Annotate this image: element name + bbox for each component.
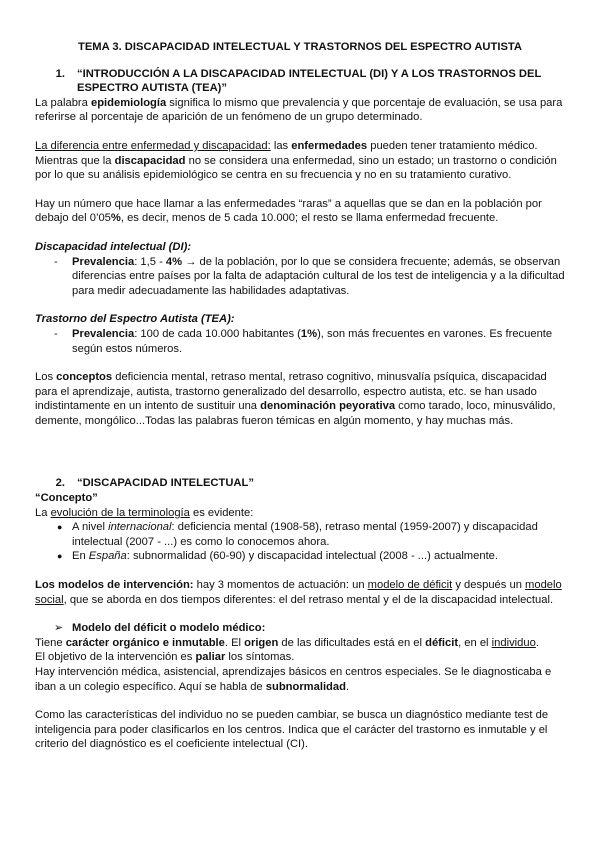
- modelo-deficit-heading: ➢ Modelo del déficit o modelo médico:: [35, 621, 565, 636]
- arrow-bullet-icon: ➢: [54, 622, 64, 635]
- concepto-heading: “Concepto”: [35, 492, 98, 505]
- paragraph-enfermedades-raras: Hay un número que hace llamar a las enfermedades “raras” a aquellas que se dan en la población por debajo del 0’05%, es decir, menos de 5 cada 10.000; el resto se llama enfermedad frecuente.: [35, 197, 542, 225]
- paragraph-enfermedad-discapacidad: La diferencia entre enfermedad y discapacidad: las enfermedades pueden tener tratamiento médico. Mientras que la discapacidad no se considera una enfermedad, sino un estado; un trastorno o condición por lo que su análisis epidemiológico se centra en su frecuencia y no en su tratamiento curativo.: [35, 139, 557, 182]
- tea-heading: Trastorno del Espectro Autista (TEA):: [35, 313, 235, 326]
- section-2-title: “DISCAPACIDAD INTELECTUAL”: [77, 477, 254, 490]
- section-1-heading: [35, 67, 565, 96]
- list-item: ● A nivel internacional: deficiencia mental (1908-58), retraso mental (1959-2007) y discapacidad intelectual (2007 - ...) es como lo conocemos ahora.: [57, 521, 538, 548]
- paragraph-evolucion: La evolución de la terminología es evidente:: [35, 506, 254, 519]
- terminology-list: [35, 520, 565, 564]
- paragraph-deficit-3: Hay intervención médica, asistencial, aprendizajes básicos en centros especiales. Se le diagnosticaba e iban a un colegio específico. Aquí se habla de subnormalidad.: [35, 666, 552, 693]
- list-item: - Prevalencia: 100 de cada 10.000 habitantes (1%), son más frecuentes en varones. Es frecuente según estos números.: [54, 327, 553, 355]
- section-1-title: “INTRODUCCIÓN A LA DISCAPACIDAD INTELECTUAL (DI) Y A LOS TRASTORNOS DEL ESPECTRO AUTISTA (TEA)”: [77, 67, 542, 95]
- document-title: TEMA 3. DISCAPACIDAD INTELECTUAL Y TRASTORNOS DEL ESPECTRO AUTISTA: [77, 41, 522, 53]
- paragraph-deficit-2: El objetivo de la intervención es paliar los síntomas.: [35, 651, 295, 664]
- document-page: [35, 40, 565, 752]
- paragraph-modelos: Los modelos de intervención: hay 3 momentos de actuación: un modelo de déficit y después un modelo social, que se aborda en dos tiempos diferentes: el del retraso mental y el de la discapacidad intelectual.: [35, 579, 562, 606]
- di-list: [35, 255, 565, 299]
- section-2-heading: [35, 476, 565, 491]
- di-heading: Discapacidad intelectual (DI):: [35, 240, 192, 253]
- paragraph-deficit-1: Tiene carácter orgánico e inmutable. El origen de las dificultades está en el déficit, en el individuo.: [35, 636, 539, 649]
- paragraph-deficit-4: Como las características del individuo no se pueden cambiar, se busca un diagnóstico mediante test de inteligencia para poder clasificarlos en los centros. Indica que el carácter del trastorno es inmutable y el criterio del diagnóstico es el coeficiente intelectual (CI).: [35, 709, 549, 751]
- tea-list: [35, 327, 565, 356]
- list-item: ● En España: subnormalidad (60-90) y discapacidad intelectual (2008 - ...) actualmente.: [57, 550, 499, 563]
- paragraph-conceptos: Los conceptos deficiencia mental, retraso mental, retraso cognitivo, minusvalía psíquica, discapacidad para el aprendizaje, autista, trastorno generalizado del desarrollo, espectro autista, etc. se han usado indistintamente en un intento de sustituir una denominación peyorativa como tarado, loco, minusválido, demente, mongólico...Todas las palabras fueron témicas en algún momento, y hay muchas más.: [35, 371, 556, 427]
- section-1-number: 1.: [55, 67, 65, 80]
- list-item: - Prevalencia: 1,5 - 4% → de la población, por lo que se considera frecuente; además, se observan diferencias entre países por la falta de adaptación cultural de los test de inteligencia y a la dificultad para medir adecuadamente las habilidades adaptativas.: [54, 255, 565, 297]
- section-2-number: 2.: [55, 477, 65, 490]
- paragraph-epidemiologia: La palabra epidemiología significa lo mismo que prevalencia y que porcentaje de evaluación, se usa para referirse al porcentaje de aparición de un fenómeno de un grupo determinado.: [35, 96, 563, 124]
